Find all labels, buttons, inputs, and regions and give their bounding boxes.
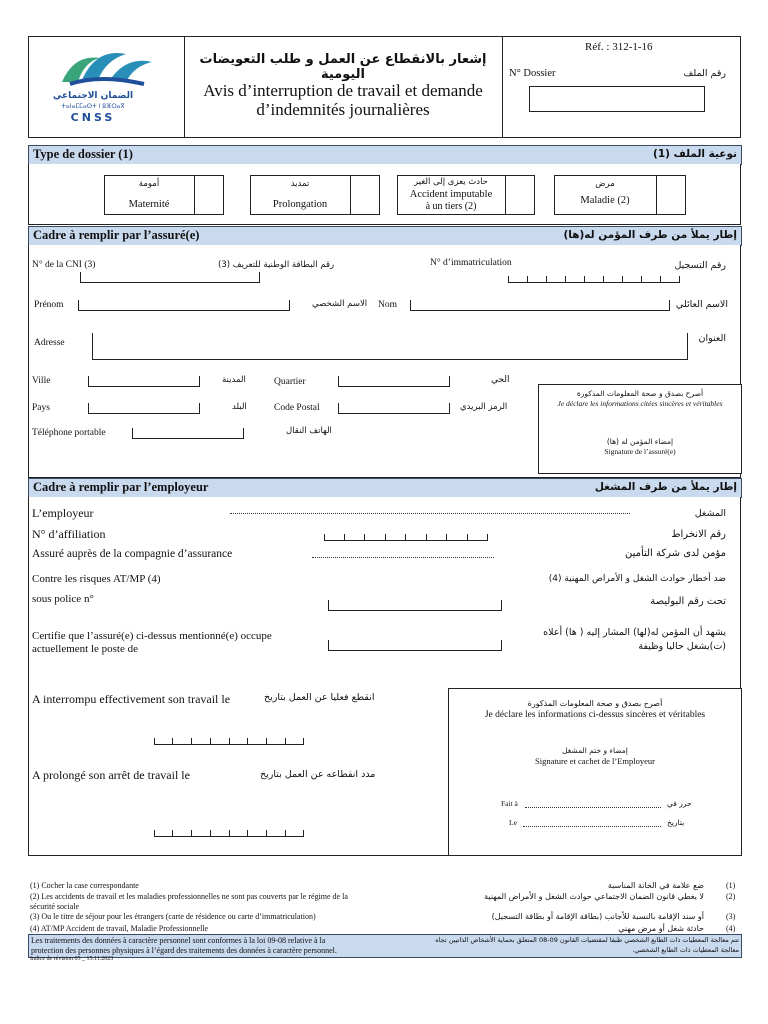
employeur-input[interactable] — [230, 512, 630, 514]
rgpd-band — [28, 934, 742, 958]
nom-label-ar: الاسم العائلي — [675, 299, 728, 310]
interrompu-label: A interrompu effectivement son travail le — [32, 692, 231, 706]
note-1-ar: ضع علامة في الخانة المناسبة — [607, 881, 704, 890]
employeur-decl-ar: أصرح بصدق و صحة المعلومات المذكورة — [527, 699, 663, 708]
rgpd-fr-line2: protection des personnes physiques à l’égard des traitements des données à caractère personnel. — [31, 946, 337, 955]
prolonge-label-ar: مدد انقطاعه عن العمل بتاريخ — [260, 769, 376, 780]
adresse-label: Adresse — [34, 338, 65, 348]
prenom-input[interactable] — [78, 300, 290, 311]
note-3-ar: أو سند الإقامة بالنسبة للأجانب (بطاقة الإقامة أو بطاقة التسجيل) — [491, 912, 704, 921]
note-1-num: (1) — [726, 881, 736, 890]
risques-label-ar: ضد أخطار حوادث الشغل و الأمراض المهنية (4) — [548, 574, 726, 584]
option-maternite-fr: Maternité — [128, 199, 170, 210]
employeur-label-ar: المشغل — [694, 508, 726, 519]
option-accident-fr2: à un tiers (2) — [425, 201, 477, 212]
tel-label: Téléphone portable — [32, 428, 106, 438]
option-prolongation[interactable] — [250, 175, 380, 215]
note-4-num: (4) — [726, 924, 736, 933]
note-4-fr: (4) AT/MP Accident de travail, Maladie Professionnelle — [30, 924, 209, 933]
option-maladie-checkbox[interactable] — [656, 176, 671, 214]
le-label: Le — [509, 818, 517, 827]
interrompu-label-ar: انقطع فعليا عن العمل بتاريخ — [264, 692, 375, 703]
dossier-label: N° Dossier — [509, 68, 556, 79]
certifie-ar-line2: (ت)يشغل حاليا وظيفة — [638, 641, 726, 652]
note-2-ar: لا يغطي قانون الضمان الاجتماعي حوادث الشغل و الأمراض المهنية — [484, 892, 704, 901]
revision-index: Indice de révision 05 _ 15.11.2023 — [30, 956, 114, 962]
certifie-ar-line1: يشهد أن المؤمن له(لها) المشار إليه ( ها) أعلاه — [543, 627, 726, 638]
cni-label: N° de la CNI (3) — [32, 260, 96, 270]
type-dossier-band — [28, 145, 742, 165]
note-3-num: (3) — [726, 912, 736, 921]
option-accident[interactable] — [397, 175, 535, 215]
le-label-ar: بتاريخ — [667, 818, 685, 827]
assure-decl-ar: أصرح بصدق و صحة المعلومات المذكورة — [576, 389, 704, 398]
quartier-label: Quartier — [274, 377, 306, 387]
reference: Réf. : 312-1-16 — [585, 41, 653, 53]
cni-label-ar: رقم البطاقة الوطنية للتعريف (3) — [218, 260, 335, 270]
dossier-label-ar: رقم الملف — [683, 68, 726, 79]
assure-title-ar: إطار يملأ من طرف المؤمن له(ها) — [563, 229, 737, 241]
rgpd-ar-line2: معالجة المعطيات ذات الطابع الشخصي. — [632, 946, 739, 954]
cnss-logo — [40, 44, 170, 132]
code-postal-label-ar: الرمز البريدي — [460, 402, 508, 412]
option-accident-ar: حادث يعزى إلى الغير — [414, 177, 488, 187]
employeur-sig-ar: إمضاء و ختم المشغل — [562, 746, 628, 755]
title-french-line2: d’indemnités journalières — [256, 100, 430, 119]
type-dossier-title-ar: نوعية الملف (1) — [653, 148, 737, 160]
assure-decl-fr: Je déclare les informations citées sincères et véritables — [557, 399, 723, 408]
employeur-title: Cadre à remplir par l’employeur — [33, 480, 209, 494]
assure-sig-fr: Signature de l’assuré(e) — [604, 447, 676, 456]
tel-input[interactable] — [132, 428, 244, 439]
interrompu-date-input[interactable] — [154, 736, 304, 745]
nom-label: Nom — [378, 300, 397, 310]
logo-arabic: الضمان الاجتماعي — [52, 91, 134, 101]
option-maladie[interactable] — [554, 175, 686, 215]
code-postal-label: Code Postal — [274, 403, 320, 413]
option-maladie-ar: مرض — [595, 179, 615, 189]
employeur-declaration-box[interactable] — [448, 688, 742, 856]
employeur-band — [28, 478, 742, 498]
assure-declaration-box[interactable] — [538, 384, 742, 474]
risques-label: Contre les risques AT/MP (4) — [32, 573, 161, 585]
prenom-label-ar: الاسم الشخصي — [312, 299, 368, 309]
employeur-label: L’employeur — [32, 506, 94, 520]
note-2b-fr: sécurité sociale — [30, 902, 80, 911]
assurance-input[interactable] — [312, 556, 494, 558]
fait-a-input[interactable] — [525, 806, 661, 808]
immat-input[interactable] — [508, 274, 680, 283]
note-3-fr: (3) Ou le titre de séjour pour les étrangers (carte de résidence ou carte d’immatriculation) — [30, 912, 316, 921]
option-maternite[interactable] — [104, 175, 224, 215]
header-divider-left — [184, 36, 185, 137]
cni-input[interactable] — [80, 272, 260, 283]
option-accident-fr1: Accident imputable — [409, 189, 493, 200]
cnss-logo-icon — [40, 44, 170, 90]
note-4-ar: حادثة شغل أو مرض مهني — [618, 924, 704, 933]
pays-label: Pays — [32, 403, 50, 413]
employeur-sig-fr: Signature et cachet de l’Employeur — [535, 756, 655, 766]
option-prolongation-checkbox[interactable] — [350, 176, 365, 214]
prenom-label: Prénom — [34, 300, 64, 310]
prolonge-date-input[interactable] — [154, 828, 304, 837]
type-dossier-title: Type de dossier (1) — [33, 147, 133, 161]
assure-sig-ar: إمضاء المؤمن له (ها) — [606, 437, 674, 446]
adresse-label-ar: العنوان — [698, 333, 726, 344]
certifie-line1: Certifie que l’assuré(e) ci-dessus mentionné(e) occupe — [32, 630, 272, 642]
affiliation-input[interactable] — [324, 532, 488, 541]
adresse-input[interactable] — [92, 333, 688, 360]
logo-text: CNSS — [70, 111, 116, 124]
pays-label-ar: البلد — [232, 402, 247, 412]
nom-input[interactable] — [410, 300, 670, 311]
option-prolongation-fr: Prolongation — [272, 199, 328, 210]
option-maternite-ar: أمومة — [138, 179, 160, 189]
note-2-fr: (2) Les accidents de travail et les maladies professionnelles ne sont pas couverts par le régime de la — [30, 892, 348, 901]
employeur-decl-fr: Je déclare les informations ci-dessus sincères et véritables — [484, 710, 706, 720]
option-accident-checkbox[interactable] — [505, 176, 520, 214]
fait-a-label-ar: حرر في — [667, 799, 692, 808]
fait-a-label: Fait à — [501, 799, 518, 808]
assure-band — [28, 226, 742, 246]
poste-input[interactable] — [328, 640, 502, 651]
quartier-input[interactable] — [338, 376, 450, 387]
note-2-num: (2) — [726, 892, 736, 901]
option-maladie-fr: Maladie (2) — [580, 195, 630, 206]
title-french-line1: Avis d’interruption de travail et demande — [203, 81, 483, 100]
assure-title: Cadre à remplir par l’assuré(e) — [33, 228, 200, 242]
prolonge-label: A prolongé son arrêt de travail le — [32, 768, 190, 782]
immat-label-ar: رقم التسجيل — [674, 260, 726, 271]
quartier-label-ar: الحي — [491, 375, 510, 385]
ville-label: Ville — [32, 376, 51, 386]
assurance-label: Assuré auprès de la compagnie d’assurance — [32, 548, 233, 560]
ville-input[interactable] — [88, 376, 200, 387]
le-input[interactable] — [523, 825, 661, 827]
ville-label-ar: المدينة — [222, 375, 246, 385]
code-postal-input[interactable] — [338, 403, 450, 414]
option-prolongation-ar: تمديد — [290, 179, 310, 189]
certifie-line2: actuellement le poste de — [32, 643, 138, 655]
immat-label: N° d’immatriculation — [430, 258, 512, 268]
employeur-title-ar: إطار يملأ من طرف المشغل — [594, 481, 737, 493]
dossier-input[interactable] — [529, 86, 705, 112]
rgpd-ar-line1: تتم معالجة المعطيات ذات الطابع الشخصي طبقا لمقتضيات القانون 09-08 المتعلق بحماية الأشخاص الذاتيين تجاه — [435, 936, 739, 944]
police-input[interactable] — [328, 600, 502, 611]
option-maternite-checkbox[interactable] — [194, 176, 209, 214]
pays-input[interactable] — [88, 403, 200, 414]
tel-label-ar: الهاتف النقال — [286, 426, 332, 436]
affiliation-label-ar: رقم الانخراط — [671, 529, 726, 540]
header-divider-right — [502, 36, 503, 137]
logo-tifinagh: ⵜⴰⵏⴰⵎⵎⴰⵙⵜ ⵏ ⵓⴼⵔⴰⴳ — [61, 103, 125, 110]
police-label-ar: تحت رقم البوليصة — [650, 596, 726, 607]
rgpd-fr-line1: Les traitements des données à caractère personnel sont conformes à la loi 09-08 relative à la — [31, 936, 326, 945]
title-arabic: إشعار بالانقطاع عن العمل و طلب التعويضات اليومية — [199, 52, 487, 82]
assurance-label-ar: مؤمن لدى شركة التأمين — [624, 548, 726, 559]
note-1-fr: (1) Cocher la case correspondante — [30, 881, 139, 890]
police-label: sous police n° — [32, 593, 94, 605]
affiliation-label: N° d’affiliation — [32, 527, 106, 541]
